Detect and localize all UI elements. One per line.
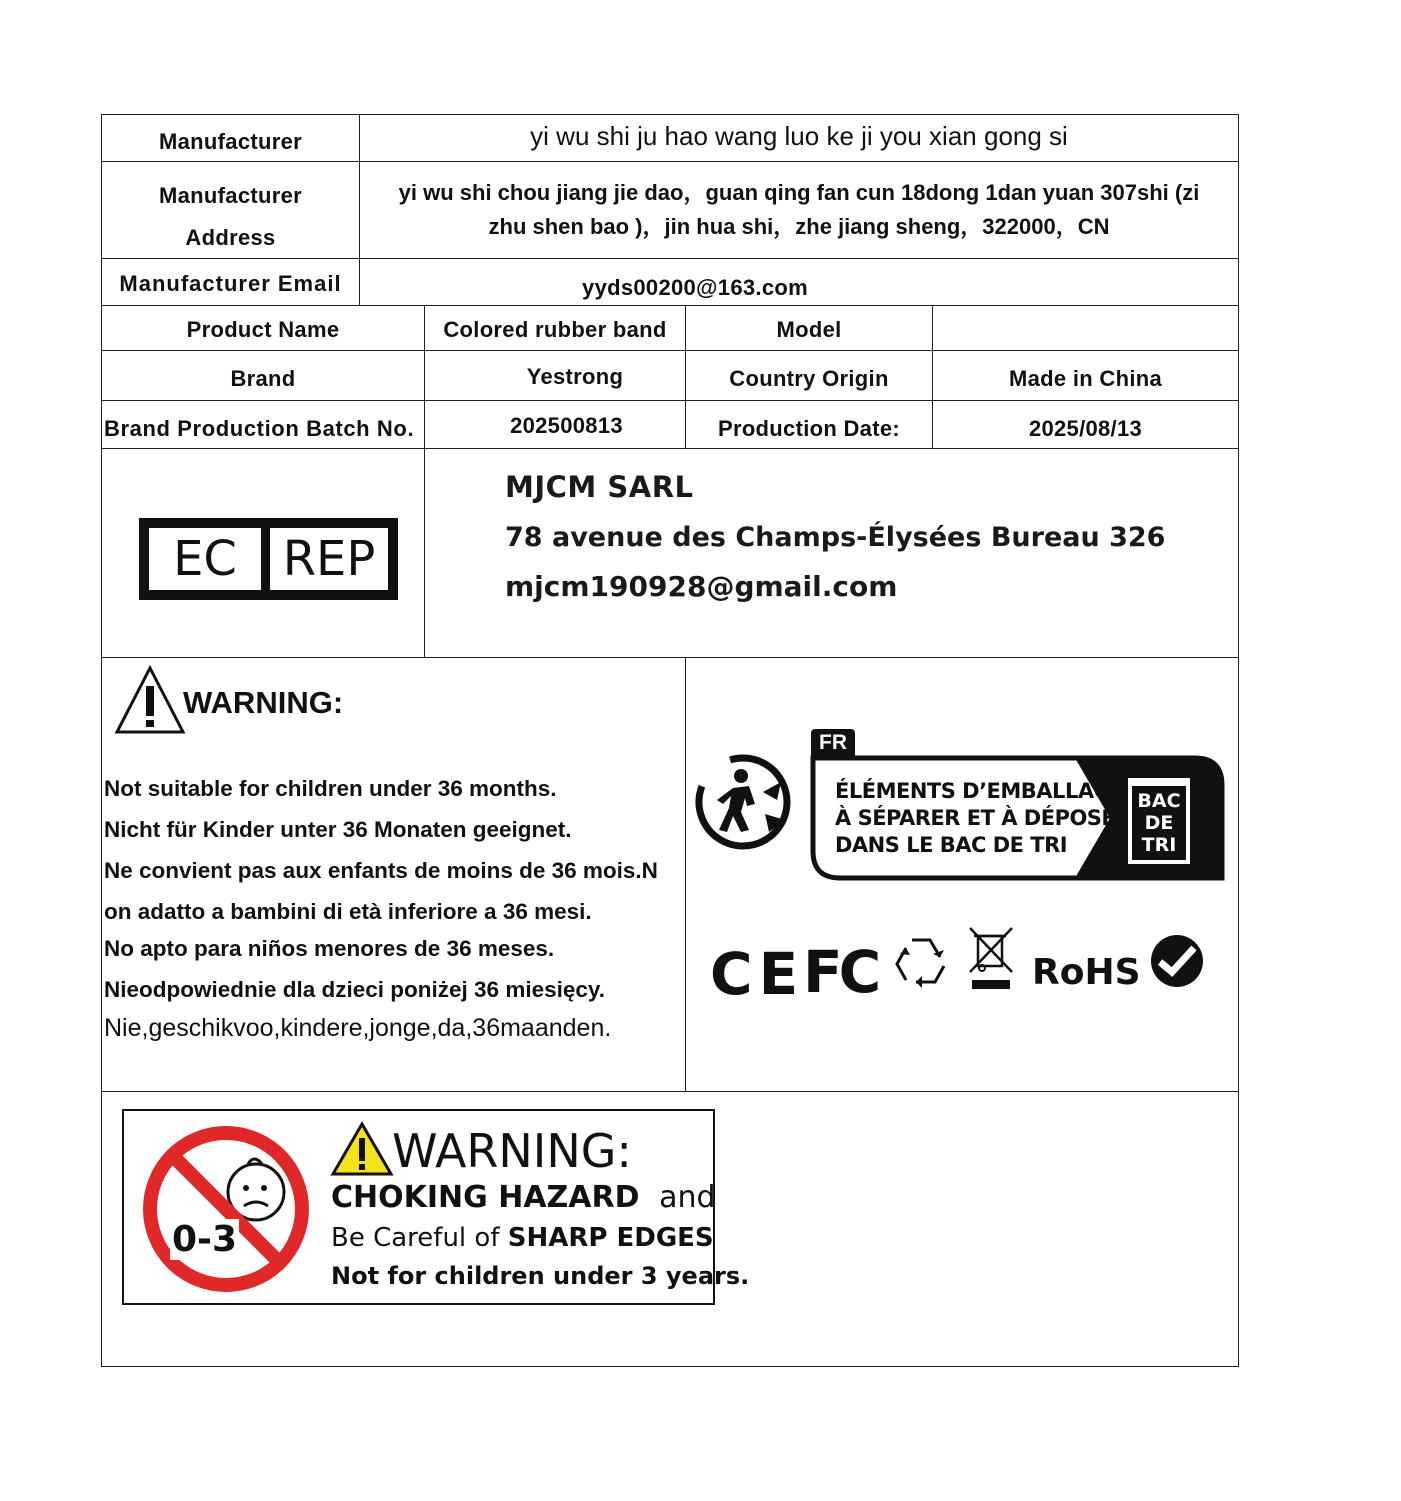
email-value: yyds00200@163.com [582,275,808,300]
brand-label: Brand [230,365,296,391]
country-origin-value: Made in China [1008,365,1163,391]
age-range: 0-3 [172,1219,238,1260]
batch-number-label: Brand Production Batch No. [104,415,415,441]
triman-text [835,778,1131,859]
production-date-label: Production Date: [717,415,901,441]
warning-line-pl: Nieodpowiednie dla dzieci poniżej 36 miesięcy. [104,977,605,1002]
warning-triangle-icon [114,664,186,736]
choking-warning-title: WARNING: [392,1124,632,1178]
sharp-edges-text: SHARP EDGES [507,1223,714,1253]
rohs-check-icon [1148,932,1206,990]
choking-hazard-text: CHOKING HAZARD [331,1180,640,1215]
product-name-label: Product Name [186,316,340,342]
choking-warning-triangle-icon [330,1121,394,1177]
manufacturer-value: yi wu shi ju hao wang luo ke ji you xian gong si [530,120,1068,151]
warning-line-es: No apto para niños menores de 36 meses. [104,936,555,961]
choking-line-3: Not for children under 3 years. [331,1262,750,1290]
email-label: Manufacturer Email [119,271,342,296]
triman-icon [693,752,801,852]
fcc-mark: FC [803,938,878,1006]
manufacturer-label: Manufacturer [159,128,302,154]
triman-text-line-1: ÉLÉMENTS D’EMBALLAGE [835,779,1125,803]
choking-and-text: and [659,1180,716,1215]
address-label-line-2: Address [185,225,276,250]
ec-rep-badge [139,518,398,600]
model-label: Model [776,316,842,342]
eu-rep-address: 78 avenue des Champs-Élysées Bureau 326 [505,522,1166,553]
warning-line-de: Nicht für Kinder unter 36 Monaten geeignet. [104,817,572,842]
warning-line-nl: Nie,geschikvoo,kindere,jonge,da,36maanden. [104,1014,612,1042]
choking-line-2 [331,1223,714,1253]
address-label-line-1: Manufacturer [159,183,302,208]
country-origin-label: Country Origin [729,365,889,391]
production-date-value: 2025/08/13 [1028,415,1143,441]
warning-line-en: Not suitable for children under 36 months. [104,776,557,801]
address-value-line-1: yi wu shi chou jiang jie dao，guan qing fan cun 18dong 1dan yuan 307shi (zi [398,179,1200,205]
choking-line-1 [331,1180,716,1215]
triman-text-line-3: DANS LE BAC DE TRI [835,833,1068,857]
warning-line-it: on adatto a bambini di età inferiore a 36 mesi. [104,899,592,924]
eu-rep-email: mjcm190928@gmail.com [505,570,898,603]
sorting-bin-line-1: BAC [1137,790,1181,812]
eu-rep-company: MJCM SARL [505,470,694,504]
ec-rep-badge-right: REP [270,528,388,590]
warning-title: WARNING: [183,685,344,720]
triman-fr-tag: FR [811,729,855,757]
product-name-value: Colored rubber band [443,316,667,342]
brand-value: Yestrong [526,363,624,389]
sorting-bin-icon [1128,778,1190,864]
ce-mark: CE [710,940,805,1008]
triman-text-line-2: À SÉPARER ET À DÉPOSER [835,806,1131,830]
warning-line-fr: Ne convient pas aux enfants de moins de 36 mois.N [104,858,658,883]
ec-rep-badge-left: EC [149,528,261,590]
sorting-bin-line-3: TRI [1141,834,1177,856]
address-value-line-2: zhu shen bao )，jin hua shi，zhe jiang sheng，322000，CN [488,213,1110,239]
model-value [933,306,1238,353]
sharp-edges-prefix: Be Careful of [331,1223,500,1253]
rohs-mark: RoHS [1032,952,1141,993]
sorting-bin-line-2: DE [1144,812,1174,834]
no-children-under-3-icon [140,1124,312,1294]
weee-bin-icon [966,926,1016,992]
recycle-icon [890,932,952,992]
batch-number-value: 202500813 [510,412,623,438]
